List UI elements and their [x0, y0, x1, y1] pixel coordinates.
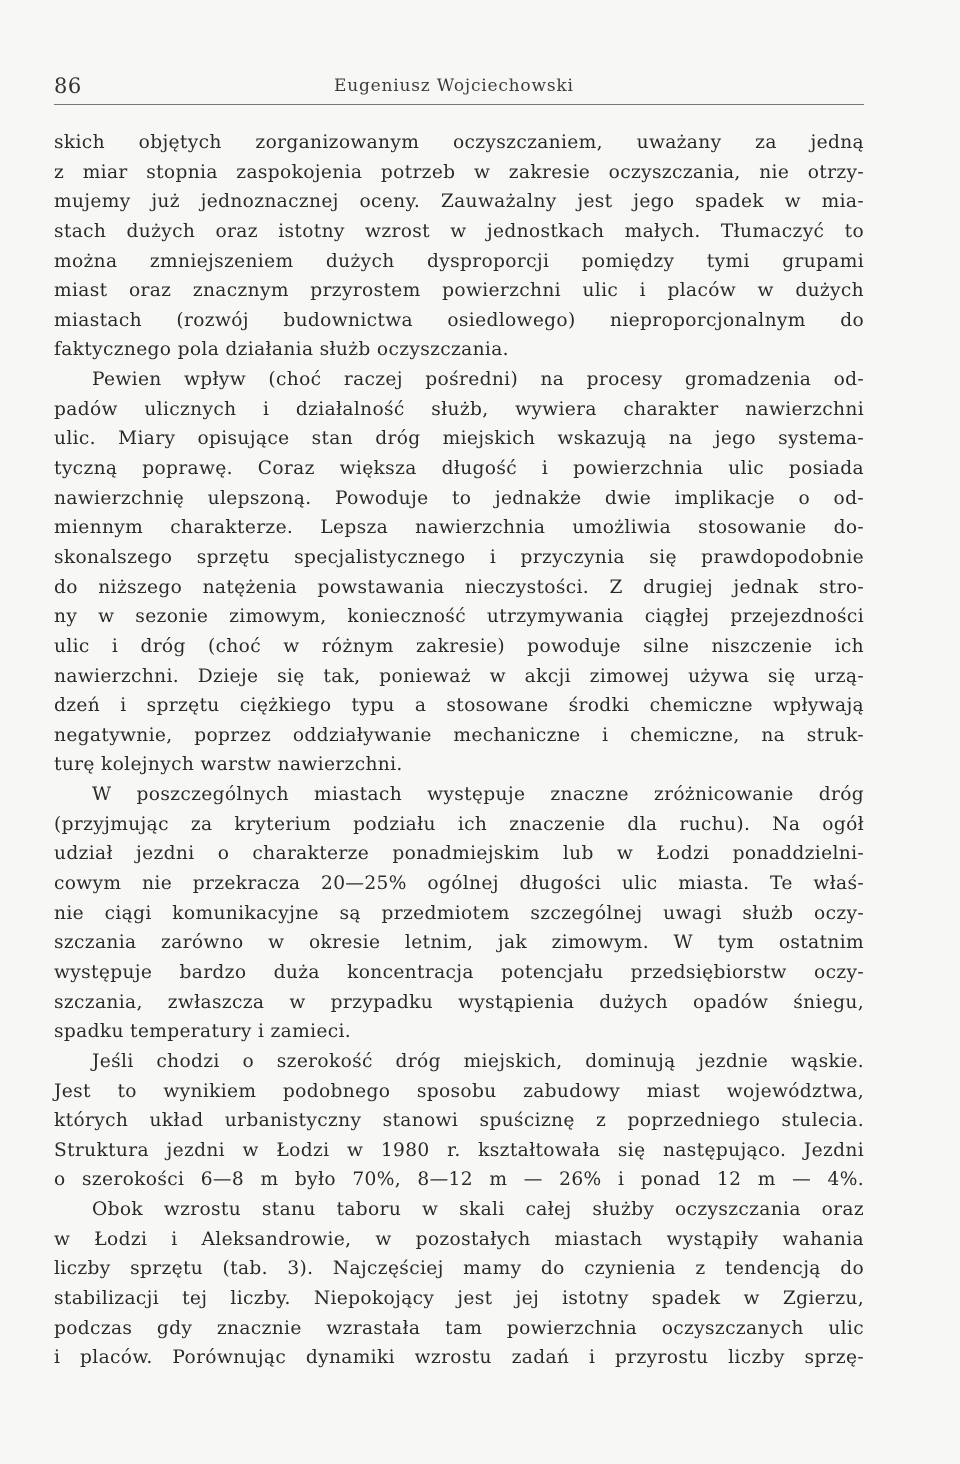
- body-text: [54, 128, 864, 1373]
- text-line: Jeśli chodzi o szerokość dróg miejskich, dominują jezdnie wąskie.: [92, 1050, 864, 1072]
- text-line: (przyjmując za kryterium podziału ich znaczenie dla ruchu). Na ogół: [54, 813, 864, 835]
- text-line: negatywnie, poprzez oddziaływanie mechaniczne i chemiczne, na struk-: [54, 724, 864, 746]
- text-line: miastach (rozwój budownictwa osiedlowego) nieproporcjonalnym do: [54, 309, 864, 331]
- text-line: dzeń i sprzętu ciężkiego typu a stosowane środki chemiczne wpływają: [54, 695, 864, 717]
- text-line: do niższego natężenia powstawania nieczystości. Z drugiej jednak stro-: [54, 576, 864, 598]
- text-line: padów ulicznych i działalność służb, wywiera charakter nawierzchni: [54, 398, 864, 420]
- text-line: nawierzchnię ulepszoną. Powoduje to jednakże dwie implikacje o od-: [54, 487, 864, 509]
- text-line: o szerokości 6—8 m było 70%, 8—12 m — 26% i ponad 12 m — 4%.: [54, 1169, 864, 1191]
- text-line: Jest to wynikiem podobnego sposobu zabudowy miast województwa,: [54, 1080, 864, 1102]
- text-line: nie ciągi komunikacyjne są przedmiotem szczególnej uwagi służb oczy-: [54, 902, 864, 924]
- header-rule: [54, 104, 864, 105]
- text-line: ulic i dróg (choć w różnym zakresie) powoduje silne niszczenie ich: [54, 635, 864, 657]
- running-head: [54, 74, 864, 104]
- text-line: tyczną poprawę. Coraz większa długość i powierzchnia ulic posiada: [54, 458, 864, 480]
- text-line: mujemy już jednoznacznej oceny. Zauważalny jest jego spadek w mia-: [54, 191, 864, 213]
- text-line: udział jezdni o charakterze ponadmiejskim lub w Łodzi ponaddzielni-: [54, 843, 864, 865]
- text-line: faktycznego pola działania służb oczyszczania.: [54, 339, 509, 361]
- text-line: szczania, zwłaszcza w przypadku wystąpienia dużych opadów śniegu,: [54, 991, 864, 1013]
- text-line: których układ urbanistyczny stanowi spuściznę z poprzedniego stulecia.: [54, 1110, 864, 1132]
- text-line: turę kolejnych warstw nawierzchni.: [54, 754, 403, 776]
- text-line: ny w sezonie zimowym, konieczność utrzymywania ciągłej przejezdności: [54, 606, 864, 628]
- text-line: miast oraz znacznym przyrostem powierzchni ulic i placów w dużych: [54, 280, 864, 302]
- text-line: miennym charakterze. Lepsza nawierzchnia umożliwia stosowanie do-: [54, 517, 864, 539]
- text-line: i placów. Porównując dynamiki wzrostu zadań i przyrostu liczby sprzę-: [54, 1347, 864, 1369]
- text-line: stabilizacji tej liczby. Niepokojący jest jej istotny spadek w Zgierzu,: [54, 1287, 864, 1309]
- text-line: spadku temperatury i zamieci.: [54, 1021, 352, 1043]
- text-line: liczby sprzętu (tab. 3). Najczęściej mamy do czynienia z tendencją do: [54, 1258, 864, 1280]
- text-line: z miar stopnia zaspokojenia potrzeb w zakresie oczyszczania, nie otrzy-: [54, 161, 864, 183]
- text-line: skonalszego sprzętu specjalistycznego i przyczynia się prawdopodobnie: [54, 546, 864, 568]
- text-line: stach dużych oraz istotny wzrost w jednostkach małych. Tłumaczyć to: [54, 220, 864, 242]
- text-line: podczas gdy znacznie wzrastała tam powierzchnia oczyszczanych ulic: [54, 1317, 864, 1339]
- text-line: ulic. Miary opisujące stan dróg miejskich wskazują na jego systema-: [54, 428, 864, 450]
- text-line: występuje bardzo duża koncentracja potencjału przedsiębiorstw oczy-: [54, 961, 864, 983]
- text-line: nawierzchni. Dzieje się tak, ponieważ w akcji zimowej używa się urzą-: [54, 665, 864, 687]
- text-line: skich objętych zorganizowanym oczyszczaniem, uważany za jedną: [54, 132, 864, 153]
- text-line: Struktura jezdni w Łodzi w 1980 r. kształtowała się następująco. Jezdni: [54, 1139, 864, 1161]
- text-line: Obok wzrostu stanu taboru w skali całej służby oczyszczania oraz: [92, 1199, 864, 1221]
- text-line: cowym nie przekracza 20—25% ogólnej długości ulic miasta. Te właś-: [54, 873, 864, 895]
- text-line: szczania zarówno w okresie letnim, jak zimowym. W tym ostatnim: [54, 932, 864, 954]
- text-line: w Łodzi i Aleksandrowie, w pozostałych miastach wystąpiły wahania: [54, 1228, 864, 1250]
- running-head-author: Eugeniusz Wojciechowski: [334, 76, 574, 96]
- page-number: 86: [54, 74, 82, 98]
- text-line: Pewien wpływ (choć raczej pośredni) na procesy gromadzenia od-: [92, 369, 864, 391]
- text-line: można zmniejszeniem dużych dysproporcji pomiędzy tymi grupami: [54, 250, 864, 272]
- text-line: W poszczególnych miastach występuje znaczne zróżnicowanie dróg: [92, 784, 864, 806]
